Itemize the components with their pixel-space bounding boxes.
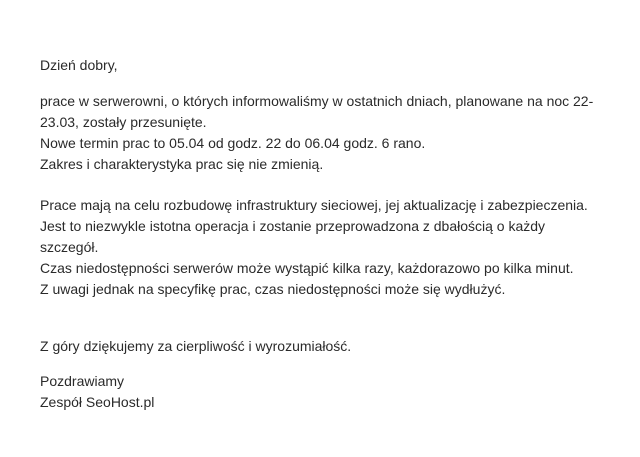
paragraph1-line: Zakres i charakterystyka prac się nie zmienią. — [40, 156, 324, 172]
greeting: Dzień dobry, — [40, 57, 118, 73]
paragraph1-line: 23.03, zostały przesunięte. — [40, 114, 207, 130]
paragraph2-line: Czas niedostępności serwerów może wystąpić kilka razy, każdorazowo po kilka minut. — [40, 260, 574, 276]
thanks-line: Z góry dziękujemy za cierpliwość i wyrozumiałość. — [40, 338, 352, 354]
paragraph2-line: Prace mają na celu rozbudowę infrastruktury sieciowej, jej aktualizację i zabezpieczenia. — [40, 197, 588, 213]
paragraph1-line: prace w serwerowni, o których informowaliśmy w ostatnich dniach, planowane na noc 22- — [40, 93, 594, 109]
closing-line: Pozdrawiamy — [40, 373, 125, 389]
signature: Zespół SeoHost.pl — [40, 394, 155, 410]
paragraph1-line: Nowe termin prac to 05.04 od godz. 22 do 06.04 godz. 6 rano. — [40, 135, 426, 151]
paragraph2-line: Jest to niezwykle istotna operacja i zostanie przeprowadzona z dbałością o każdy — [40, 218, 546, 234]
paragraph2-line: Z uwagi jednak na specyfikę prac, czas niedostępności może się wydłużyć. — [40, 281, 506, 297]
paragraph2-line: szczegół. — [40, 239, 99, 255]
